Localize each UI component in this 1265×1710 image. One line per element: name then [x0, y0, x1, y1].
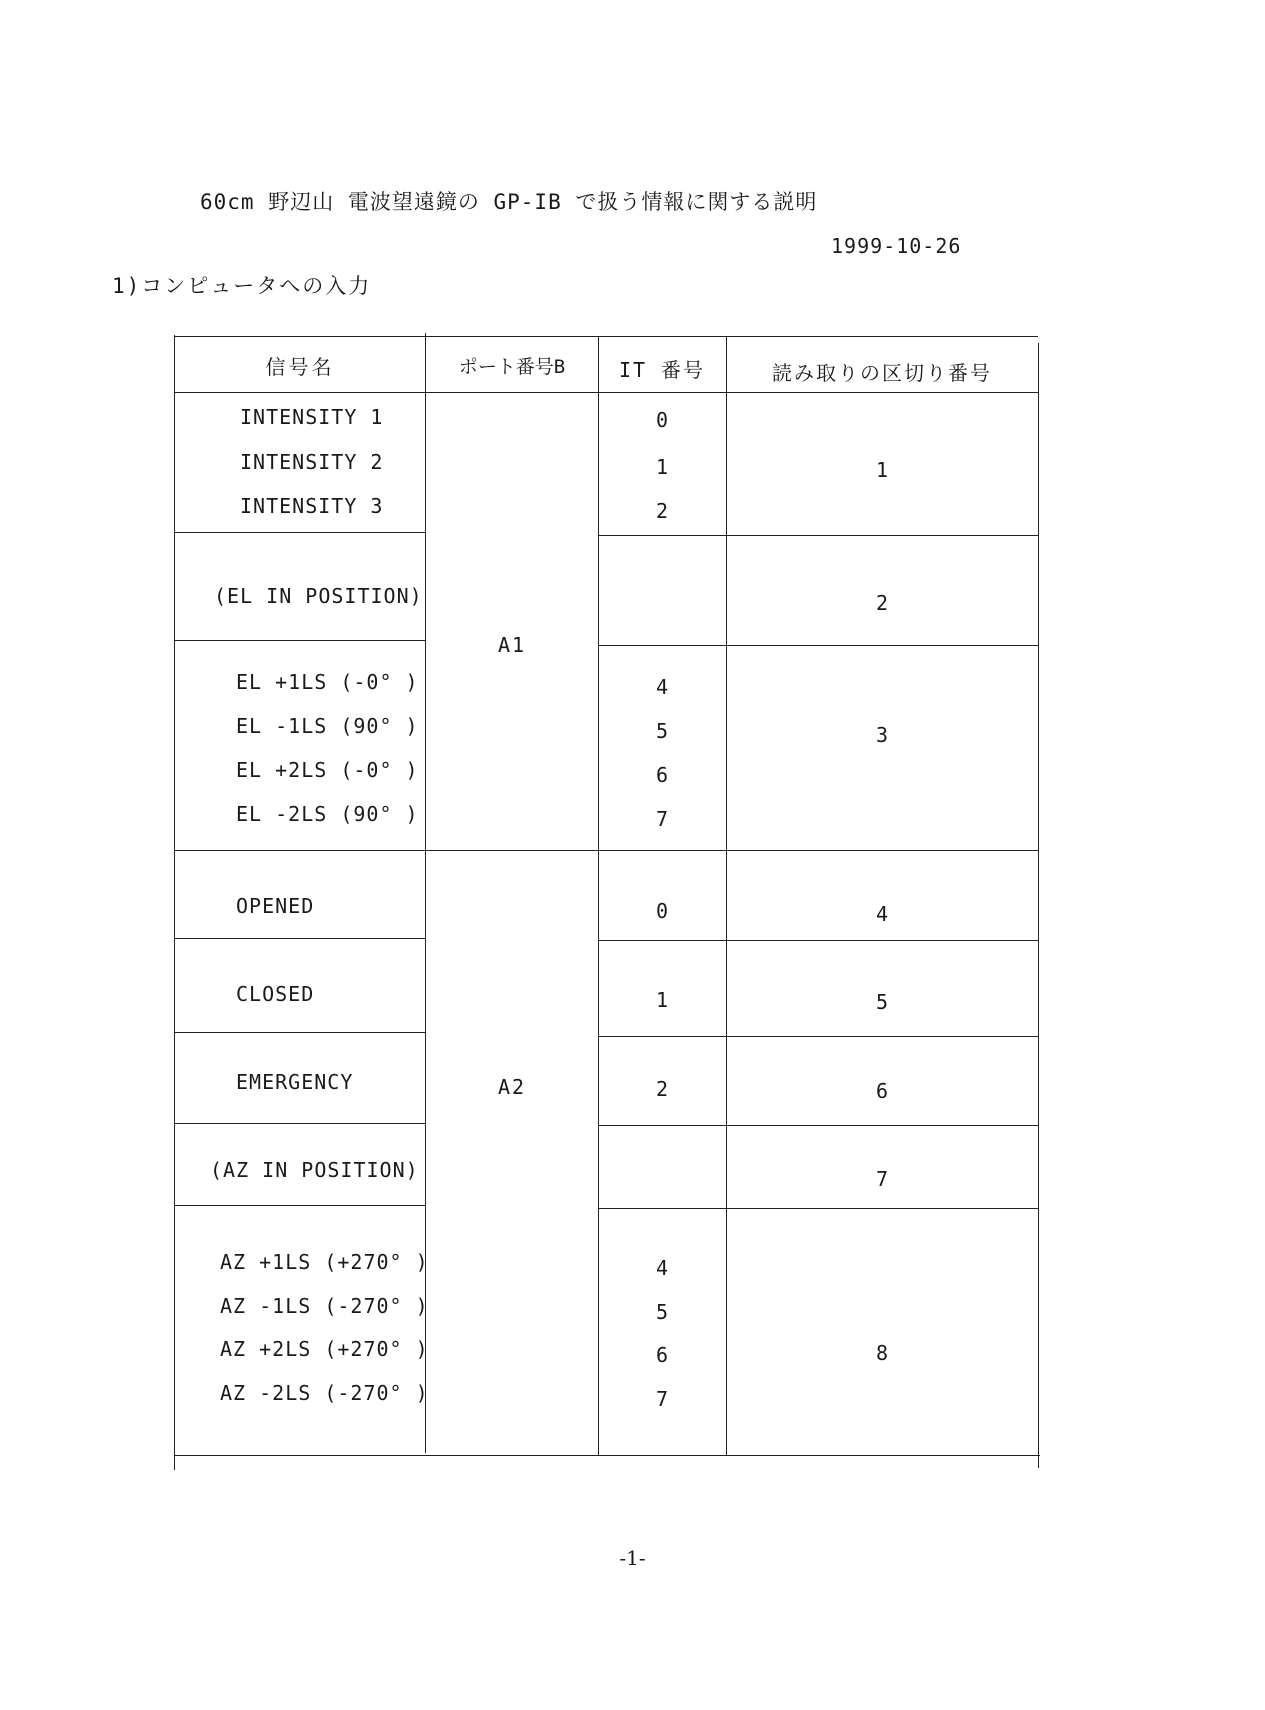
- section-heading: 1)コンピュータへの入力: [112, 274, 372, 298]
- row-divider: [598, 1125, 1038, 1126]
- it-number: 6: [655, 763, 669, 787]
- separator-number: 3: [875, 723, 889, 747]
- signal-name: CLOSED: [236, 982, 315, 1006]
- row-divider: [598, 535, 1038, 536]
- page-date: 1999-10-26: [831, 234, 962, 258]
- port-cell: A2: [497, 1075, 527, 1099]
- column-divider: [425, 333, 426, 1453]
- signal-name: AZ -1LS (-270° ): [220, 1294, 429, 1318]
- row-divider: [174, 640, 426, 641]
- page-title: 60cm 野辺山 電波望遠鏡の GP-IB で扱う情報に関する説明: [200, 190, 818, 214]
- it-number: 7: [655, 807, 669, 831]
- signal-name: EL -1LS (90° ): [236, 714, 419, 738]
- signal-name: EMERGENCY: [236, 1070, 354, 1094]
- header-port-number: ポート番号B: [458, 355, 566, 378]
- it-number: 0: [655, 408, 669, 432]
- it-number: 4: [655, 675, 669, 699]
- signal-name: AZ +1LS (+270° ): [220, 1250, 429, 1274]
- header-signal-name: 信号名: [265, 354, 335, 379]
- row-divider: [174, 850, 1038, 851]
- table-border-right: [1038, 343, 1039, 1468]
- row-divider: [174, 1123, 426, 1124]
- page-number: -1-: [619, 1546, 646, 1570]
- signal-name: INTENSITY 3: [240, 494, 384, 518]
- header-it-number: IT 番号: [618, 357, 706, 382]
- signal-name: AZ -2LS (-270° ): [220, 1381, 429, 1405]
- table-border-bottom: [174, 1455, 1040, 1456]
- row-divider: [598, 1208, 1038, 1209]
- signal-name: INTENSITY 2: [240, 450, 384, 474]
- signal-name: EL +1LS (-0° ): [236, 670, 419, 694]
- row-divider: [174, 1032, 426, 1033]
- signal-name: EL -2LS (90° ): [236, 802, 419, 826]
- it-number: 2: [655, 1077, 669, 1101]
- it-number: 5: [655, 1300, 669, 1324]
- it-number: 7: [655, 1387, 669, 1411]
- port-cell: A1: [497, 633, 527, 657]
- it-number: 6: [655, 1343, 669, 1367]
- row-divider: [174, 1205, 426, 1206]
- signal-name: AZ +2LS (+270° ): [220, 1337, 429, 1361]
- it-number: 0: [655, 899, 669, 923]
- separator-number: 4: [875, 902, 889, 926]
- row-divider: [598, 940, 1038, 941]
- separator-number: 5: [875, 990, 889, 1014]
- it-number: 2: [655, 499, 669, 523]
- it-number: 5: [655, 719, 669, 743]
- row-divider: [598, 1036, 1038, 1037]
- table-border-top: [174, 336, 1038, 337]
- signal-name: (AZ IN POSITION): [210, 1158, 419, 1182]
- separator-number: 7: [875, 1167, 889, 1191]
- table-border-left: [174, 335, 175, 1470]
- separator-number: 1: [875, 458, 889, 482]
- separator-number: 8: [875, 1341, 889, 1365]
- row-divider: [598, 645, 1038, 646]
- separator-number: 2: [875, 591, 889, 615]
- row-divider: [174, 532, 426, 533]
- row-divider: [174, 938, 426, 939]
- signal-name: OPENED: [236, 894, 315, 918]
- column-divider: [726, 337, 727, 1455]
- signal-name: INTENSITY 1: [240, 405, 384, 429]
- signal-name: (EL IN POSITION): [214, 584, 423, 608]
- it-number: 1: [655, 988, 669, 1012]
- separator-number: 6: [875, 1079, 889, 1103]
- signal-name: EL +2LS (-0° ): [236, 758, 419, 782]
- it-number: 4: [655, 1256, 669, 1280]
- it-number: 1: [655, 455, 669, 479]
- header-separator-number: 読み取りの区切り番号: [772, 360, 992, 385]
